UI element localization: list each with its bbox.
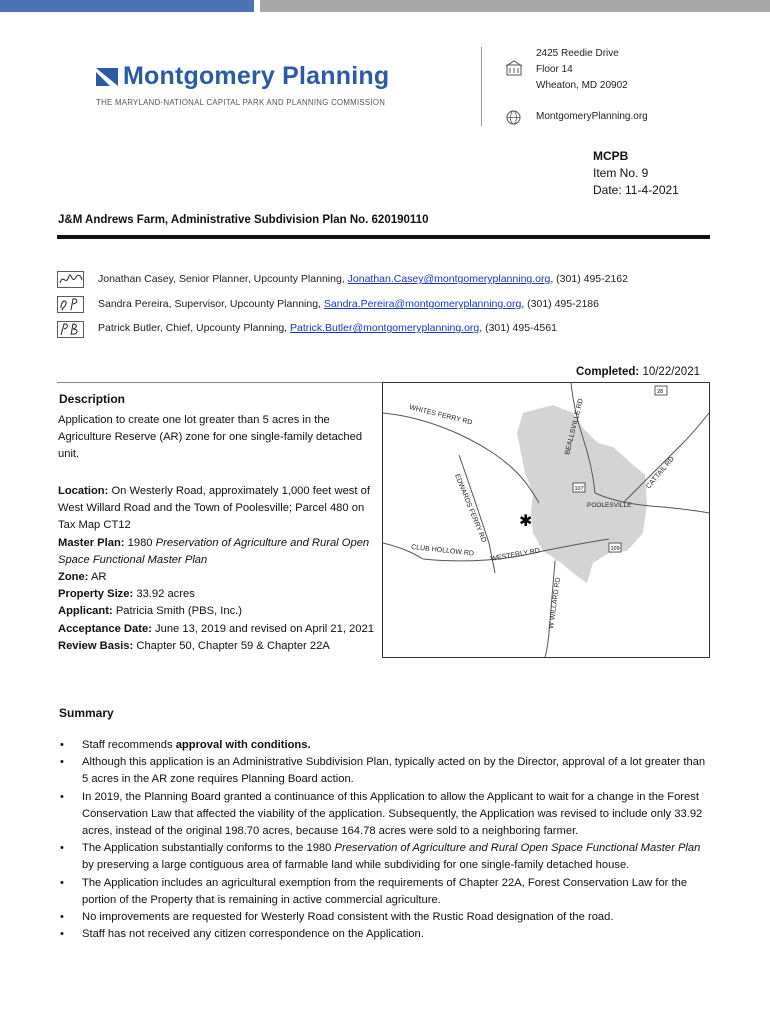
description-heading: Description (59, 392, 126, 406)
meeting-date: Date: 11-4-2021 (593, 183, 679, 197)
acceptance-date-field: Acceptance Date: June 13, 2019 and revised on April 21, 2021 (58, 622, 374, 635)
item-number: Item No. 9 (593, 166, 649, 180)
building-icon (505, 60, 523, 76)
staff-email-link-2[interactable]: Sandra.Pereira@montgomeryplanning.org (323, 298, 522, 310)
description-intro: Application to create one lot greater than 5 acres in the Agriculture Reserve (AR) zone for one single-family detached unit. (58, 414, 363, 461)
page-title: J&M Andrews Farm, Administrative Subdivision Plan No. 620190110 (58, 214, 429, 226)
map-label-w-willard: W WILLARD RD (548, 577, 563, 630)
staff-contact-1: Jonathan Casey, Senior Planner, Upcounty Planning, Jonathan.Casey@montgomeryplanning.org, (301) 495-2162 (98, 273, 628, 285)
map-label-club-hollow: CLUB HOLLOW RD (410, 544, 475, 558)
cattail-road (623, 413, 709, 503)
signature-initials-icon (57, 321, 84, 338)
map-label-cattail: CATTAIL RD (645, 455, 676, 491)
staff-contact-2: Sandra Pereira, Supervisor, Upcounty Planning, Sandra.Pereira@montgomeryplanning.org, (301) 495-2186 (98, 298, 599, 310)
address-line-3: Wheaton, MD 20902 (536, 80, 628, 91)
svg-text:109: 109 (610, 546, 620, 552)
list-item: • The Application includes an agricultural exemption from the requirements of Chapter 22A, Forest Conservation Law for the portion of the Property that is remaining in active commercial agriculture. (60, 875, 710, 909)
staff-email-link-3[interactable]: Patrick.Butler@montgomeryplanning.org (290, 322, 480, 334)
completed-date: Completed: 10/22/2021 (575, 366, 700, 378)
map-label-whites-ferry: WHITES FERRY RD (408, 404, 473, 427)
header-bar-blue (0, 0, 254, 12)
summary-list (60, 737, 710, 943)
property-size-field: Property Size: 33.92 acres (58, 588, 195, 601)
svg-text:107: 107 (574, 486, 584, 492)
master-plan-field: Master Plan: 1980 Preservation of Agriculture and Rural Open Space Functional Master Plan (58, 536, 370, 566)
zone-field: Zone: AR (58, 571, 107, 584)
signature-initials-icon (57, 271, 84, 288)
list-item: • The Application substantially conforms to the 1980 Preservation of Agriculture and Rural Open Space Functional Master Plan by preserving a large contiguous area of farmable land while subdividing for one single-family detached house. (60, 840, 710, 874)
list-item: • Staff recommends approval with conditions. (60, 737, 710, 754)
route-shield-107-icon (573, 483, 585, 492)
globe-icon (506, 110, 521, 125)
vicinity-map (382, 382, 710, 658)
map-label-edwards-ferry: EDWARDS FERRY RD (453, 473, 487, 544)
summary-heading: Summary (59, 706, 114, 720)
org-subtitle: THE MARYLAND-NATIONAL CAPITAL PARK AND PLANNING COMMISSION (96, 98, 386, 107)
title-rule (57, 235, 710, 239)
staff-email-link-1[interactable]: Jonathan.Casey@montgomeryplanning.org (347, 273, 551, 285)
address-line-1: 2425 Reedie Drive (536, 48, 619, 59)
review-basis-field: Review Basis: Chapter 50, Chapter 59 & Chapter 22A (58, 639, 330, 652)
org-name: Montgomery Planning (123, 62, 390, 90)
list-item: • Although this application is an Administrative Subdivision Plan, typically acted on by the Director, approval of a lot greater than 5 acres in the AR zone requires Planning Board action. (60, 754, 710, 788)
map-label-beallsville: BEALLSVILLE RD (564, 397, 585, 456)
project-details (58, 483, 383, 655)
route-shield-28-icon (655, 386, 667, 395)
location-field: Location: On Westerly Road, approximately 1,000 feet west of West Willard Road and the Town of Poolesville; Parcel 480 on Tax Map CT12 (58, 485, 370, 532)
signature-initials-icon (57, 296, 84, 313)
address-line-2: Floor 14 (536, 64, 573, 75)
header-bar-gray (260, 0, 770, 12)
list-item: • Staff has not received any citizen correspondence on the Application. (60, 926, 710, 943)
staff-contact-3: Patrick Butler, Chief, Upcounty Planning, Patrick.Butler@montgomeryplanning.org, (301) 495-4561 (98, 322, 557, 334)
board-name: MCPB (593, 149, 629, 163)
site-location-marker-icon: ✱ (519, 511, 533, 530)
montgomery-planning-logo-icon (96, 66, 120, 88)
svg-text:28: 28 (657, 389, 664, 395)
map-label-westerly: WESTERLY RD (490, 547, 541, 563)
website-link[interactable]: MontgomeryPlanning.org (536, 111, 648, 122)
applicant-field: Applicant: Patricia Smith (PBS, Inc.) (58, 605, 243, 618)
header-divider (481, 47, 482, 126)
list-item: • No improvements are requested for Westerly Road consistent with the Rustic Road designation of the road. (60, 909, 710, 926)
list-item: • In 2019, the Planning Board granted a continuance of this Application to allow the Applicant to wait for a change in the Forest Conservation Law that affected the viability of the application. Subsequently, the Application was revised to include only 33.92 acres, instead of the original 198.70 acres, because 164.78 acres were sold to a neighboring farmer. (60, 789, 710, 841)
route-shield-109-icon (609, 543, 621, 552)
map-label-poolesville: POOLESVILLE (587, 502, 632, 509)
